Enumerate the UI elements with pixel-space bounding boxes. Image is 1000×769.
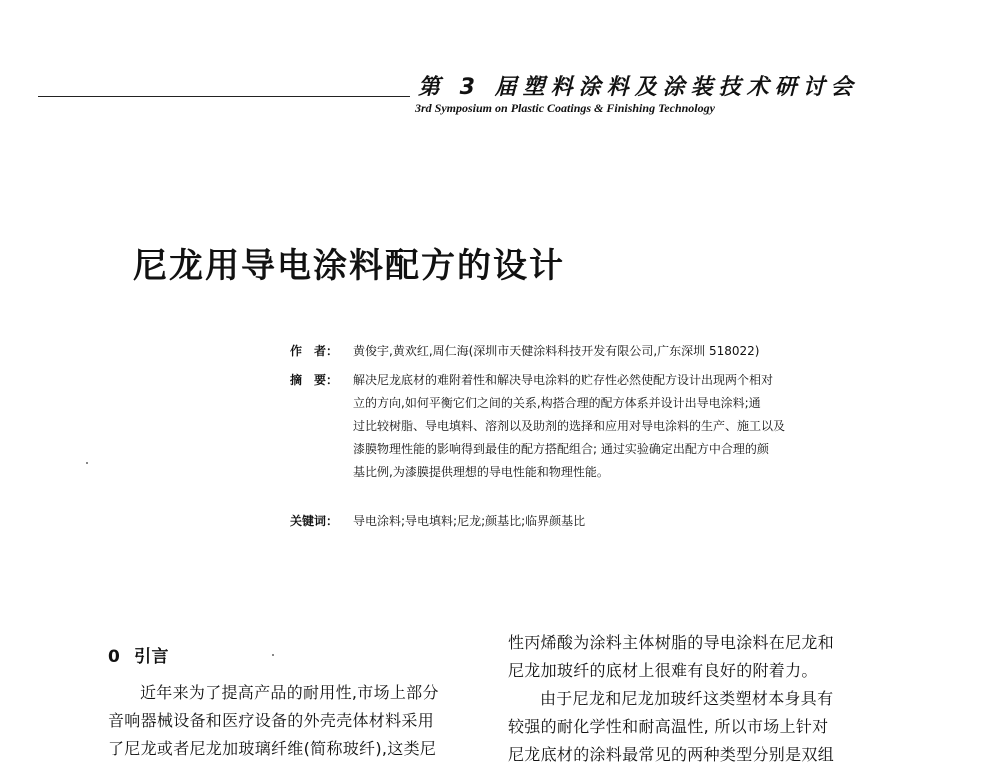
keywords-label: 关键词： xyxy=(290,514,339,528)
keywords-text: 导电涂料;导电填料;尼龙;颜基比;临界颜基比 xyxy=(353,514,586,528)
abstract-label: 摘 要： xyxy=(290,373,339,387)
body-line: 音响器械设备和医疗设备的外壳壳体材料采用 xyxy=(108,711,435,730)
scan-speck xyxy=(86,462,88,464)
scan-speck xyxy=(272,654,274,656)
abstract-line: 立的方向,如何平衡它们之间的关系,构搭合理的配方体系并设计出导电涂料;通 xyxy=(353,396,761,410)
conference-title-cn: 第 3 届塑料涂料及涂装技术研讨会 xyxy=(418,75,859,100)
left-column xyxy=(108,643,488,763)
section-title: 引言 xyxy=(134,647,169,667)
paper-title: 尼龙用导电涂料配方的设计 xyxy=(133,246,565,286)
body-line: 由于尼龙和尼龙加玻纤这类塑材本身具有 xyxy=(540,689,834,708)
section-heading xyxy=(108,643,488,671)
abstract-line: 基比例,为漆膜提供理想的导电性能和物理性能。 xyxy=(353,465,609,479)
body-line: 近年来为了提高产品的耐用性,市场上部分 xyxy=(140,683,439,702)
body-line: 性丙烯酸为涂料主体树脂的导电涂料在尼龙和 xyxy=(508,633,835,652)
abstract-line: 解决尼龙底材的难附着性和解决导电涂料的贮存性必然使配方设计出现两个相对 xyxy=(353,373,774,387)
header-rule xyxy=(38,96,410,97)
section-number: 0 xyxy=(108,647,121,667)
authors-label: 作 者： xyxy=(290,344,339,358)
abstract-line: 漆膜物理性能的影响得到最佳的配方搭配组合; 通过实验确定出配方中合理的颜 xyxy=(353,442,769,456)
conference-title-en: 3rd Symposium on Plastic Coatings & Finishing Technology xyxy=(415,101,715,115)
body-line: 尼龙底材的涂料最常见的两种类型分别是双组 xyxy=(508,745,835,764)
body-line: 了尼龙或者尼龙加玻璃纤维(简称玻纤),这类尼 xyxy=(108,739,437,758)
body-line: 尼龙加玻纤的底材上很难有良好的附着力。 xyxy=(508,661,818,680)
abstract-line: 过比较树脂、导电填料、溶剂以及助剂的选择和应用对导电涂料的生产、施工以及 xyxy=(353,419,786,433)
authors-text: 黄俊宇,黄欢红,周仁海(深圳市天健涂料科技开发有限公司,广东深圳 518022) xyxy=(353,344,760,358)
abstract-text xyxy=(353,369,883,484)
right-column xyxy=(508,629,888,769)
body-line: 较强的耐化学性和耐高温性, 所以市场上针对 xyxy=(508,717,829,736)
